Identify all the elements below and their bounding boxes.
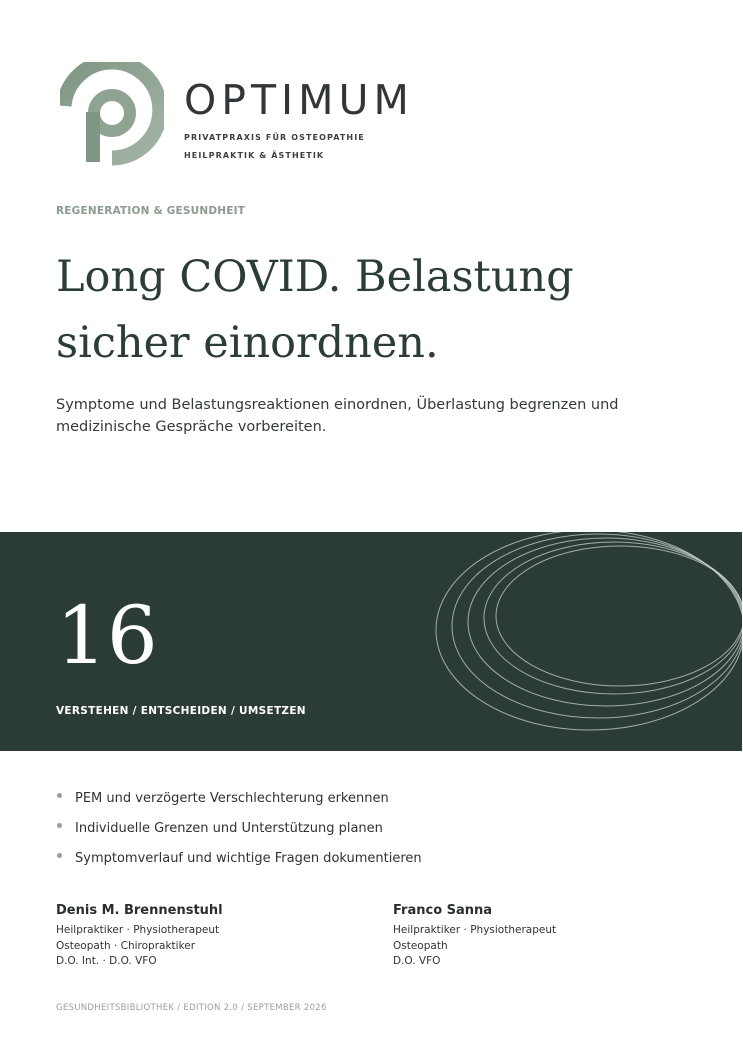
author-block-1 bbox=[56, 903, 223, 970]
brand-tagline-2: HEILPRAKTIK & ÄSTHETIK bbox=[184, 151, 325, 160]
author-credential: D.O. Int. · D.O. VFO bbox=[56, 955, 157, 967]
author-credential: D.O. VFO bbox=[393, 955, 441, 967]
author-name: Denis M. Brennenstuhl bbox=[56, 903, 223, 918]
chapter-number: 16 bbox=[56, 589, 158, 682]
author-block-2 bbox=[393, 903, 556, 970]
brand-tagline-1: PRIVATPRAXIS FÜR OSTEOPATHIE bbox=[184, 133, 365, 142]
author-name: Franco Sanna bbox=[393, 903, 493, 918]
bullet-dot-icon bbox=[57, 793, 62, 798]
author-credential: Osteopath bbox=[393, 939, 448, 952]
brand-name: OPTIMUM bbox=[184, 76, 414, 124]
list-item-text: Symptomverlauf und wichtige Fragen dokumentieren bbox=[75, 851, 422, 866]
page-title-line-2: sicher einordnen. bbox=[56, 318, 439, 368]
list-item-text: PEM und verzögerte Verschlechterung erkennen bbox=[75, 791, 389, 806]
subtitle: Symptome und Belastungsreaktionen einordnen, Überlastung begrenzen und medizinische Gespräche vorbereiten. bbox=[56, 397, 619, 435]
page-title bbox=[56, 244, 696, 376]
page-title-line-1: Long COVID. Belastung bbox=[56, 252, 574, 302]
category-label: REGENERATION & GESUNDHEIT bbox=[56, 205, 246, 217]
band-caption: VERSTEHEN / ENTSCHEIDEN / UMSETZEN bbox=[56, 705, 306, 717]
list-item-text: Individuelle Grenzen und Unterstützung planen bbox=[75, 821, 383, 836]
author-credential: Heilpraktiker · Physiotherapeut bbox=[56, 924, 220, 936]
bullet-list bbox=[56, 784, 422, 874]
optimum-p-logo-icon bbox=[60, 62, 164, 166]
list-item bbox=[56, 784, 422, 814]
author-credential: Heilpraktiker · Physiotherapeut bbox=[393, 924, 557, 936]
author-credential: Osteopath · Chiropraktiker bbox=[56, 939, 196, 952]
bullet-dot-icon bbox=[57, 823, 62, 828]
list-item bbox=[56, 814, 422, 844]
list-item bbox=[56, 844, 422, 874]
footer-edition: GESUNDHEITSBIBLIOTHEK / EDITION 2.0 / SEPTEMBER 2026 bbox=[56, 1003, 327, 1013]
bullet-dot-icon bbox=[57, 853, 62, 858]
